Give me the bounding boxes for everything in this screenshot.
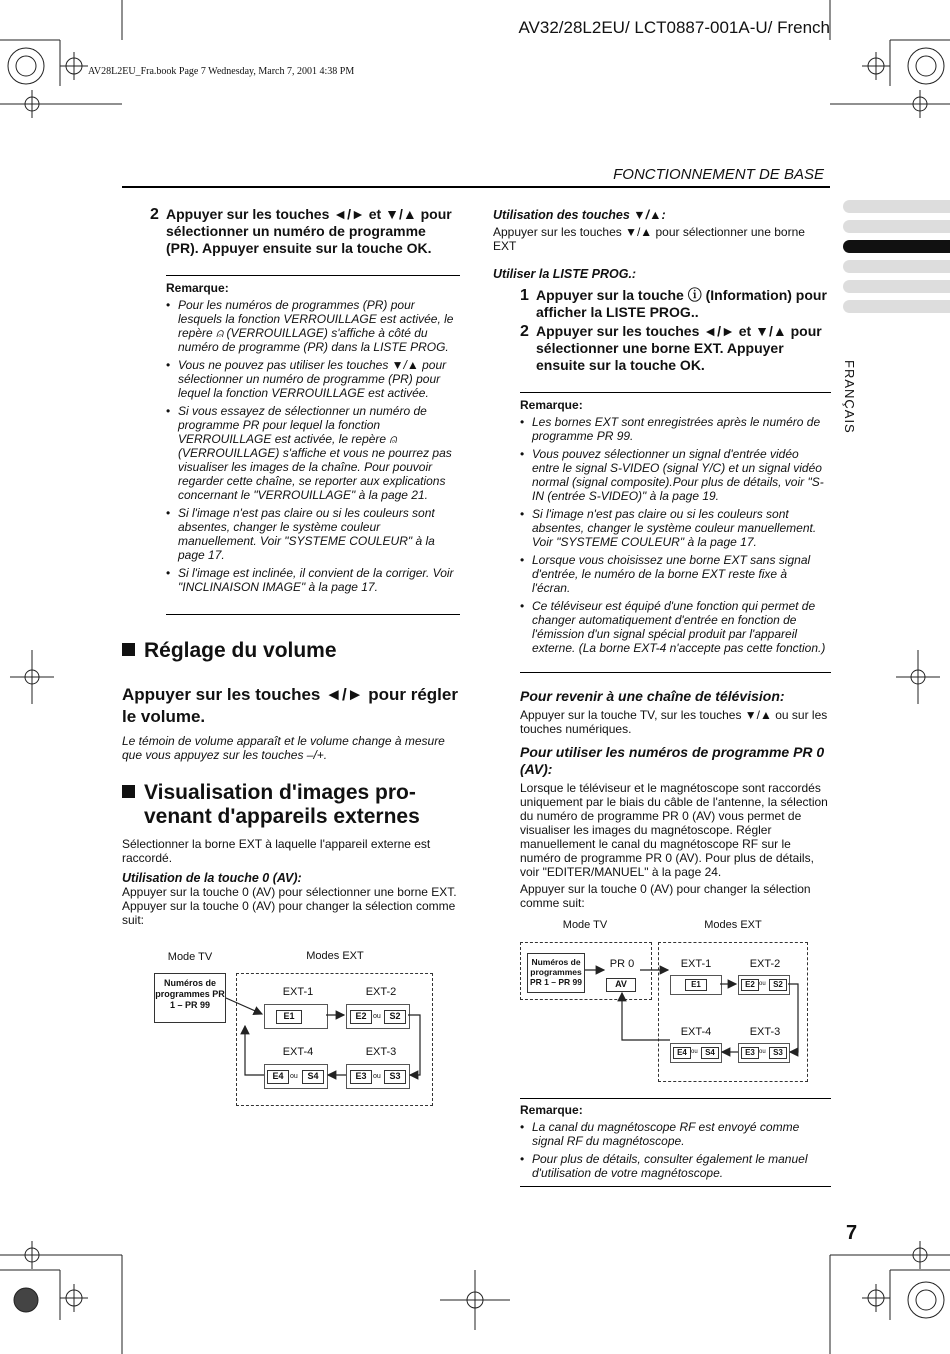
e2-tag: E2 <box>741 979 759 991</box>
e3-tag: E3 <box>741 1047 759 1059</box>
modes-ext-label: Modes EXT <box>306 950 364 962</box>
back-text: Appuyer sur la touche TV, sur les touches ▼/▲ ou sur les touches numériques. <box>520 708 828 736</box>
remark-item: • La canal du magnétoscope RF est envoyé comme signal RF du magnétoscope. <box>520 1120 826 1148</box>
remark-title: Remarque: <box>166 281 229 295</box>
remark-item: • Si l'image est inclinée, il convient de la corriger. Voir "INCLINAISON IMAGE" à la page 17. <box>166 566 456 594</box>
step-number: 1 <box>520 287 529 304</box>
ext3-label: EXT-3 <box>365 1046 397 1058</box>
ext2-label: EXT-2 <box>749 958 781 970</box>
modes-ext-label: Modes EXT <box>704 919 762 931</box>
volume-instruction: Appuyer sur les touches ◄/► pour régler le volume. <box>122 685 458 726</box>
remark-item: • Pour les numéros de programmes (PR) pour lesquels la fonction VERROUILLAGE est activée, le repère ⍝ (VERROUILLAGE) s'affiche à côté du numéro de programme (PR) dans la LISTE PROG. <box>166 298 456 354</box>
e1-tag: E1 <box>685 979 707 991</box>
s4-tag: S4 <box>701 1047 719 1059</box>
mode-tv-label: Mode TV <box>562 919 608 931</box>
pr0-change: Appuyer sur la touche 0 (AV) pour changer la sélection comme suit: <box>520 882 811 910</box>
updown-title: Utilisation des touches ▼/▲: <box>493 208 666 222</box>
remark-item: • Si l'image n'est pas claire ou si les couleurs sont absentes, changer le système couleur manuellement. Voir "SYSTEME COULEUR" à la page 17. <box>520 507 826 549</box>
list-title: Utiliser la LISTE PROG.: <box>493 267 637 281</box>
remark-item: • Les bornes EXT sont enregistrées après le numéro de programme PR 99. <box>520 415 826 443</box>
updown-text: Appuyer sur les touches ▼/▲ pour sélectionner une borne EXT <box>493 225 805 253</box>
ext4-label: EXT-4 <box>282 1046 314 1058</box>
av-tag: AV <box>606 978 636 992</box>
ext-heading-line1: Visualisation d'images pro- <box>122 780 416 805</box>
remark-item: • Lorsque vous choisissez une borne EXT sans signal d'entrée, le numéro de la borne EXT reste fixe à l'écran. <box>520 553 826 595</box>
ext-use-title: Utilisation de la touche 0 (AV): <box>122 871 302 885</box>
step-number: 2 <box>520 323 529 340</box>
remark-item: • Vous pouvez sélectionner un signal d'entrée vidéo entre le signal S-VIDEO (signal Y/C) et un signal vidéo normal (signal composite).Pour plus de détails, voir "S-IN (entrée S-VIDEO)" à la page 19. <box>520 447 826 503</box>
step-text: Appuyer sur les touches ◄/► et ▼/▲ pour sélectionner un numéro de programme (PR). Appuyer ensuite sur la touche OK. <box>166 206 452 256</box>
s3-tag: S3 <box>769 1047 787 1059</box>
right-remark2-block <box>520 1103 826 1184</box>
ext1-label: EXT-1 <box>282 986 314 998</box>
side-language-label: FRANÇAIS <box>842 360 857 434</box>
volume-note: Le témoin de volume apparaît et le volume change à mesure que vous appuyez sur les touches –/+. <box>122 734 445 762</box>
step-number: 2 <box>150 206 159 223</box>
remark-list <box>520 1120 826 1180</box>
ext-heading-line2: venant d'appareils externes <box>144 805 420 828</box>
step-text: Appuyer sur les touches ◄/► et ▼/▲ pour sélectionner une borne EXT. Appuyer ensuite sur la touche OK. <box>536 323 822 373</box>
ou-label: ou <box>290 1073 298 1080</box>
ext2-label: EXT-2 <box>365 986 397 998</box>
remark-item: • Vous ne pouvez pas utiliser les touches ▼/▲ pour sélectionner un numéro de programme (PR) pour lequel la fonction VERROUILLAGE est activée. <box>166 358 456 400</box>
ou-label: ou <box>759 981 766 987</box>
ext3-label: EXT-3 <box>749 1026 781 1038</box>
ext1-label: EXT-1 <box>680 958 712 970</box>
volume-heading: Réglage du volume <box>122 638 337 663</box>
page-number: 7 <box>846 1222 858 1244</box>
ou-label: ou <box>373 1013 381 1020</box>
e4-tag: E4 <box>267 1070 289 1084</box>
back-title: Pour revenir à une chaîne de télévision: <box>520 688 785 704</box>
remark-item: • Ce téléviseur est équipé d'une fonction qui permet de changer automatiquement d'entrée en fonction de l'émission d'un signal spécial produit par l'appareil externe. (La borne EXT-4 n'accepte pas cette fonction.) <box>520 599 826 655</box>
ext-use-text-1: Appuyer sur la touche 0 (AV) pour sélectionner une borne EXT. <box>122 885 457 899</box>
remark-title: Remarque: <box>520 1103 583 1117</box>
remark-item: • Si vous essayez de sélectionner un numéro de programme PR pour lequel la fonction VERROUILLAGE est activée, le repère ⍝ (VERROUILLAGE) s'affiche et vous ne pourrez pas visualiser les images de la chaîne. Pour pouvoir regarder cette chaîne, se reporter aux explications concernant le "VERROUILLAGE" à la page 21. <box>166 404 456 502</box>
remark-rule <box>520 1186 831 1187</box>
model-header: AV32/28L2EU/ LCT0887-001A-U/ French <box>518 18 830 37</box>
s4-tag: S4 <box>302 1070 324 1084</box>
e2-tag: E2 <box>350 1010 372 1024</box>
pr0-text: Lorsque le téléviseur et le magnétoscope sont raccordés uniquement par le biais du câble de l'antenne, la sélection du numéro de programme PR 0 (AV) vous permet de visualiser les images du magnétoscope. Régler manuellement le canal du magnétoscope RF sur le numéro de programme PR 0 (AV). Pour plus de détails, voir "EDITER/MANUEL" à la page 24. <box>520 781 828 879</box>
e1-tag: E1 <box>276 1010 302 1024</box>
s2-tag: S2 <box>384 1010 406 1024</box>
pr0-title: Pour utiliser les numéros de programme PR 0 (AV): <box>520 744 825 777</box>
ou-label: ou <box>759 1049 766 1055</box>
remark-title: Remarque: <box>520 398 583 412</box>
ext-use-text-2: Appuyer sur la touche 0 (AV) pour changer la sélection comme suit: <box>122 899 456 927</box>
e3-tag: E3 <box>350 1070 372 1084</box>
remark-rule <box>520 1098 831 1099</box>
remark-item: • Pour plus de détails, consulter également le manuel d'utilisation de votre magnétoscope. <box>520 1152 826 1180</box>
program-numbers-box: Numéros de programmes PR 1 – PR 99 <box>154 973 226 1023</box>
e4-tag: E4 <box>673 1047 691 1059</box>
s2-tag: S2 <box>769 979 787 991</box>
remark-item: • Si l'image n'est pas claire ou si les couleurs sont absentes, changer le système couleur manuellement. Voir "SYSTEME COULEUR" à la page 17. <box>166 506 456 562</box>
s3-tag: S3 <box>384 1070 406 1084</box>
pr0-label: PR 0 <box>609 958 635 970</box>
program-numbers-box: Numéros de programmes PR 1 – PR 99 <box>527 953 585 993</box>
ext4-label: EXT-4 <box>680 1026 712 1038</box>
ou-label: ou <box>691 1049 698 1055</box>
book-info: AV28L2EU_Fra.book Page 7 Wednesday, March 7, 2001 4:38 PM <box>88 66 355 77</box>
section-title: FONCTIONNEMENT DE BASE <box>613 166 824 183</box>
ext-intro: Sélectionner la borne EXT à laquelle l'appareil externe est raccordé. <box>122 837 431 865</box>
ou-label: ou <box>373 1073 381 1080</box>
step-text: Appuyer sur la touche ⓘ (Information) pour afficher la LISTE PROG.. <box>536 287 827 320</box>
mode-tv-label: Mode TV <box>167 951 213 963</box>
